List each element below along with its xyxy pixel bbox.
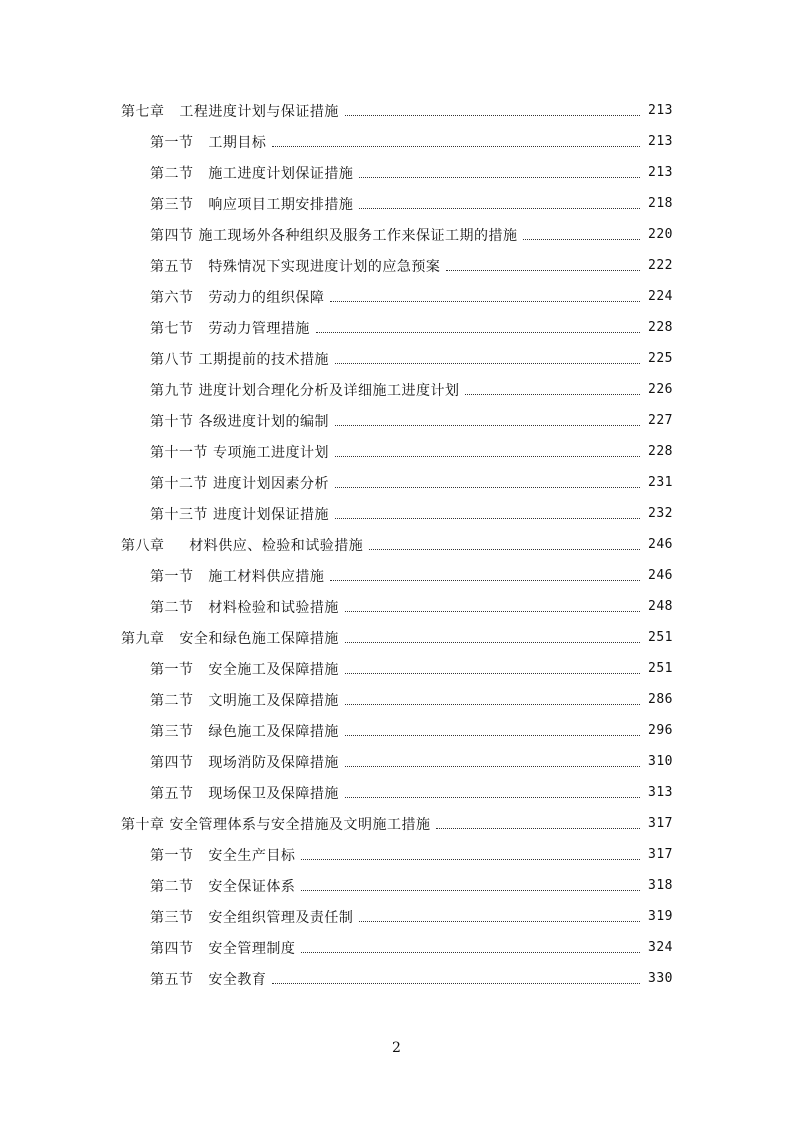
toc-entry-page-number: 228 [648,320,673,335]
toc-section-entry[interactable] [0,498,793,529]
toc-dot-leader [345,796,640,798]
toc-entry-title: 第一节 工期目标 [150,134,267,151]
toc-entry-title: 第二节 材料检验和试验措施 [150,599,339,616]
toc-section-entry[interactable] [0,374,793,405]
toc-entry-page-number: 213 [648,103,673,118]
table-of-contents [0,95,793,994]
toc-entry-title: 第一节 施工材料供应措施 [150,568,325,585]
toc-section-entry[interactable] [0,126,793,157]
toc-dot-leader [446,269,640,271]
toc-entry-title: 第四节 安全管理制度 [150,940,296,957]
toc-dot-leader [345,610,640,612]
toc-entry-title: 第七节 劳动力管理措施 [150,320,310,337]
toc-dot-leader [345,114,640,116]
toc-dot-leader [359,207,640,209]
toc-entry-title: 第九节 进度计划合理化分析及详细施工进度计划 [150,382,460,399]
toc-dot-leader [335,362,640,364]
toc-entry-page-number: 226 [648,382,673,397]
page-number: 2 [392,1040,401,1056]
toc-entry-title: 第一节 安全施工及保障措施 [150,661,339,678]
toc-section-entry[interactable] [0,188,793,219]
toc-chapter-entry[interactable] [0,622,793,653]
toc-section-entry[interactable] [0,870,793,901]
toc-dot-leader [301,858,640,860]
toc-section-entry[interactable] [0,157,793,188]
toc-section-entry[interactable] [0,901,793,932]
toc-entry-page-number: 318 [648,878,673,893]
toc-entry-page-number: 286 [648,692,673,707]
toc-entry-title: 第六节 劳动力的组织保障 [150,289,325,306]
toc-entry-page-number: 317 [648,847,673,862]
toc-dot-leader [335,455,640,457]
toc-dot-leader [335,424,640,426]
toc-entry-title: 第二节 安全保证体系 [150,878,296,895]
toc-section-entry[interactable] [0,963,793,994]
toc-dot-leader [345,672,640,674]
toc-section-entry[interactable] [0,436,793,467]
toc-dot-leader [345,703,640,705]
toc-entry-page-number: 232 [648,506,673,521]
toc-dot-leader [272,982,640,984]
toc-dot-leader [359,176,640,178]
toc-section-entry[interactable] [0,281,793,312]
toc-entry-page-number: 227 [648,413,673,428]
toc-dot-leader [465,393,640,395]
toc-entry-page-number: 296 [648,723,673,738]
toc-dot-leader [335,517,640,519]
toc-entry-title: 第十一节 专项施工进度计划 [150,444,329,461]
toc-section-entry[interactable] [0,684,793,715]
toc-entry-page-number: 246 [648,568,673,583]
toc-entry-title: 第四节 现场消防及保障措施 [150,754,339,771]
toc-entry-page-number: 251 [648,661,673,676]
toc-entry-title: 第一节 安全生产目标 [150,847,296,864]
toc-chapter-entry[interactable] [0,529,793,560]
toc-entry-page-number: 330 [648,971,673,986]
toc-entry-page-number: 213 [648,134,673,149]
toc-section-entry[interactable] [0,312,793,343]
toc-section-entry[interactable] [0,343,793,374]
toc-entry-title: 第三节 安全组织管理及责任制 [150,909,354,926]
toc-dot-leader [436,827,640,829]
toc-entry-title: 第五节 现场保卫及保障措施 [150,785,339,802]
toc-section-entry[interactable] [0,591,793,622]
toc-section-entry[interactable] [0,467,793,498]
toc-entry-page-number: 313 [648,785,673,800]
toc-chapter-entry[interactable] [0,95,793,126]
toc-entry-page-number: 324 [648,940,673,955]
toc-dot-leader [330,300,640,302]
toc-entry-title: 第三节 绿色施工及保障措施 [150,723,339,740]
toc-entry-page-number: 213 [648,165,673,180]
toc-entry-title: 第三节 响应项目工期安排措施 [150,196,354,213]
toc-dot-leader [301,951,640,953]
toc-section-entry[interactable] [0,932,793,963]
toc-entry-title: 第七章 工程进度计划与保证措施 [121,103,339,120]
toc-entry-title: 第五节 特殊情况下实现进度计划的应急预案 [150,258,441,275]
toc-entry-title: 第十二节 进度计划因素分析 [150,475,329,492]
toc-section-entry[interactable] [0,250,793,281]
toc-entry-title: 第九章 安全和绿色施工保障措施 [121,630,339,647]
toc-entry-title: 第十章 安全管理体系与安全措施及文明施工措施 [121,816,431,833]
toc-entry-title: 第八节 工期提前的技术措施 [150,351,329,368]
toc-entry-page-number: 220 [648,227,673,242]
toc-entry-page-number: 225 [648,351,673,366]
toc-dot-leader [345,641,640,643]
toc-dot-leader [345,765,640,767]
toc-section-entry[interactable] [0,560,793,591]
toc-chapter-entry[interactable] [0,808,793,839]
toc-section-entry[interactable] [0,777,793,808]
toc-section-entry[interactable] [0,715,793,746]
toc-dot-leader [316,331,640,333]
toc-entry-page-number: 251 [648,630,673,645]
toc-entry-title: 第十节 各级进度计划的编制 [150,413,329,430]
toc-entry-title: 第二节 施工进度计划保证措施 [150,165,354,182]
toc-entry-page-number: 224 [648,289,673,304]
toc-entry-page-number: 222 [648,258,673,273]
toc-entry-page-number: 319 [648,909,673,924]
toc-entry-page-number: 317 [648,816,673,831]
toc-entry-title: 第四节 施工现场外各种组织及服务工作来保证工期的措施 [150,227,518,244]
toc-dot-leader [369,548,640,550]
toc-section-entry[interactable] [0,653,793,684]
toc-section-entry[interactable] [0,219,793,250]
toc-entry-title: 第十三节 进度计划保证措施 [150,506,329,523]
toc-entry-page-number: 228 [648,444,673,459]
toc-entry-page-number: 246 [648,537,673,552]
toc-dot-leader [345,734,640,736]
toc-entry-page-number: 248 [648,599,673,614]
toc-section-entry[interactable] [0,405,793,436]
toc-entry-page-number: 231 [648,475,673,490]
toc-dot-leader [272,145,640,147]
toc-dot-leader [523,238,640,240]
toc-entry-page-number: 310 [648,754,673,769]
toc-dot-leader [335,486,640,488]
toc-section-entry[interactable] [0,839,793,870]
toc-entry-page-number: 218 [648,196,673,211]
toc-dot-leader [301,889,640,891]
toc-entry-title: 第八章 材料供应、检验和试验措施 [121,537,364,554]
toc-dot-leader [359,920,640,922]
toc-entry-title: 第二节 文明施工及保障措施 [150,692,339,709]
toc-dot-leader [330,579,640,581]
toc-section-entry[interactable] [0,746,793,777]
toc-entry-title: 第五节 安全教育 [150,971,267,988]
